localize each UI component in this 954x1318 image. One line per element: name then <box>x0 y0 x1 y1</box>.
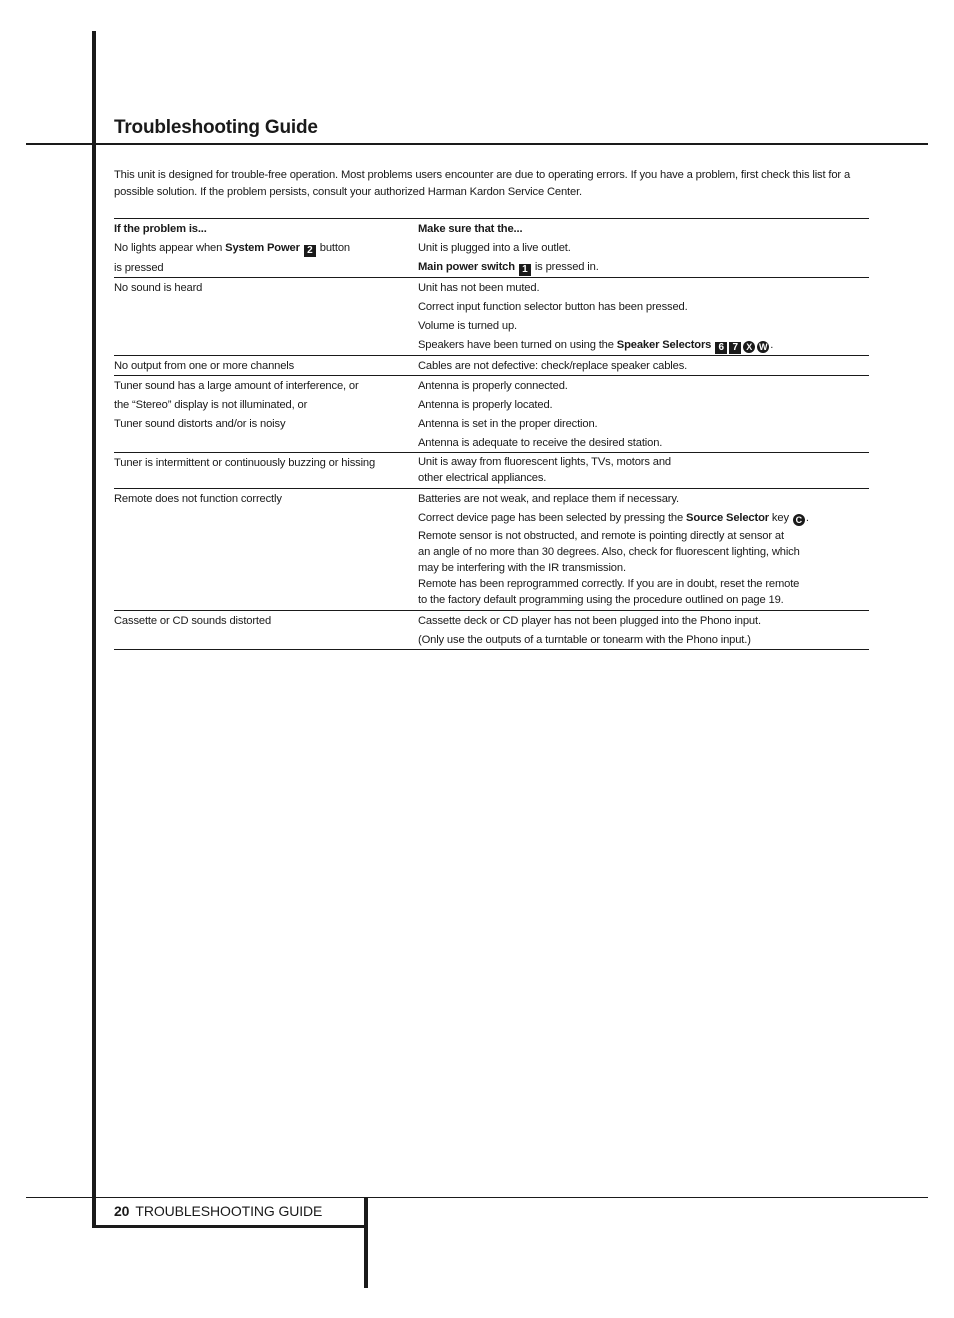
solution-line: Remote sensor is not obstructed, and remote is pointing directly at sensor at <box>418 530 784 542</box>
header-solution: Make sure that the... <box>418 223 523 235</box>
solution-line: Cables are not defective: check/replace speaker cables. <box>418 360 688 372</box>
page-title: Troubleshooting Guide <box>114 117 318 138</box>
table-row <box>114 219 869 278</box>
problem-text: No lights appear when <box>114 242 226 254</box>
letter-x-icon: X <box>743 341 755 353</box>
solution-line <box>418 508 869 527</box>
problem-line: is pressed <box>114 262 164 274</box>
page-number: 20 <box>114 1203 130 1219</box>
solution-line: Antenna is properly located. <box>418 399 553 411</box>
solution-line <box>418 257 869 277</box>
solution-line: Unit is away from fluorescent lights, TVs, motors and <box>418 456 671 468</box>
solution-text: key <box>768 512 792 524</box>
source-selector-label: Source Selector <box>686 512 769 524</box>
solution-line <box>418 335 869 355</box>
solution-cell <box>418 278 869 355</box>
intro-paragraph: This unit is designed for trouble-free operation. Most problems users encounter are due to operating errors. If you have a problem, first check this list for a possible solution. If the problem persists, consult your authorized Harman Kardon Service Center. <box>114 169 851 198</box>
letter-c-icon: C <box>793 514 805 526</box>
solution-line: Antenna is set in the proper direction. <box>418 418 598 430</box>
solution-line: Antenna is adequate to receive the desired station. <box>418 437 663 449</box>
footer-rule <box>26 1197 928 1198</box>
problem-cell <box>114 219 418 277</box>
problem-cell <box>114 376 418 452</box>
problem-line: Tuner sound distorts and/or is noisy <box>114 418 286 430</box>
remote-sensor-block <box>418 527 869 610</box>
problem-line: Tuner sound has a large amount of interference, or <box>114 380 359 392</box>
number-1-icon: 1 <box>519 264 531 276</box>
problem-cell <box>114 453 418 488</box>
title-rule <box>26 143 928 145</box>
solution-cell <box>418 611 869 649</box>
table-row <box>114 356 869 376</box>
table-row <box>114 278 869 356</box>
solution-cell <box>418 489 869 610</box>
problem-line: the “Stereo” display is not illuminated, or <box>114 399 308 411</box>
solution-line: Antenna is properly connected. <box>418 380 568 392</box>
solution-line: Cassette deck or CD player has not been plugged into the Phono input. <box>418 615 761 627</box>
left-margin-bar <box>92 31 96 1228</box>
solution-cell <box>418 376 869 452</box>
problem-cell <box>114 356 418 375</box>
solution-text: . <box>805 512 809 524</box>
solution-line: Volume is turned up. <box>418 320 517 332</box>
troubleshooting-table <box>114 218 869 650</box>
solution-line: an angle of no more than 30 degrees. Also, check for fluorescent lighting, which <box>418 546 800 558</box>
number-6-icon: 6 <box>715 342 727 354</box>
solution-cell <box>418 219 869 277</box>
main-power-switch-label: Main power switch <box>418 261 515 273</box>
solution-text: . <box>770 339 774 351</box>
solution-line: to the factory default programming using the procedure outlined on page 19. <box>418 594 784 606</box>
footer-underline <box>92 1225 368 1228</box>
solution-line: Unit is plugged into a live outlet. <box>418 242 571 254</box>
problem-line: No sound is heard <box>114 282 203 294</box>
footer-section-title: TROUBLESHOOTING GUIDE <box>135 1203 323 1219</box>
solution-line: Unit has not been muted. <box>418 282 540 294</box>
table-row <box>114 453 869 489</box>
table-row <box>114 489 869 611</box>
solution-line: may be interfering with the IR transmission. <box>418 562 626 574</box>
table-row <box>114 611 869 650</box>
letter-w-icon: W <box>759 342 768 352</box>
solution-cell <box>418 453 869 488</box>
problem-cell <box>114 278 418 355</box>
problem-cell <box>114 489 418 610</box>
solution-line: Remote has been reprogrammed correctly. If you are in doubt, reset the remote <box>418 578 800 590</box>
footer-divider-bar <box>364 1198 368 1288</box>
speaker-selectors-label: Speaker Selectors <box>616 339 712 351</box>
problem-line: Remote does not function correctly <box>114 493 282 505</box>
problem-line: Tuner is intermittent or continuously buzzing or hissing <box>114 457 376 469</box>
solution-line: other electrical appliances. <box>418 472 547 484</box>
solution-text: Speakers have been turned on using the <box>418 339 617 351</box>
table-row <box>114 376 869 453</box>
header-problem: If the problem is... <box>114 223 207 235</box>
page-footer <box>114 1203 322 1219</box>
number-7-icon: 7 <box>729 342 741 354</box>
problem-line <box>114 238 418 258</box>
solution-line: Correct input function selector button has been pressed. <box>418 301 688 313</box>
number-2-icon: 2 <box>304 245 316 257</box>
problem-cell <box>114 611 418 649</box>
problem-line: No output from one or more channels <box>114 360 295 372</box>
problem-line: Cassette or CD sounds distorted <box>114 615 272 627</box>
solution-text: is pressed in. <box>531 261 599 273</box>
solution-text: Correct device page has been selected by pressing the <box>418 512 687 524</box>
solution-line: (Only use the outputs of a turntable or tonearm with the Phono input.) <box>418 634 751 646</box>
solution-line: Batteries are not weak, and replace them if necessary. <box>418 493 679 505</box>
system-power-label: System Power <box>225 242 300 254</box>
solution-cell <box>418 356 869 375</box>
problem-text: button <box>316 242 350 254</box>
